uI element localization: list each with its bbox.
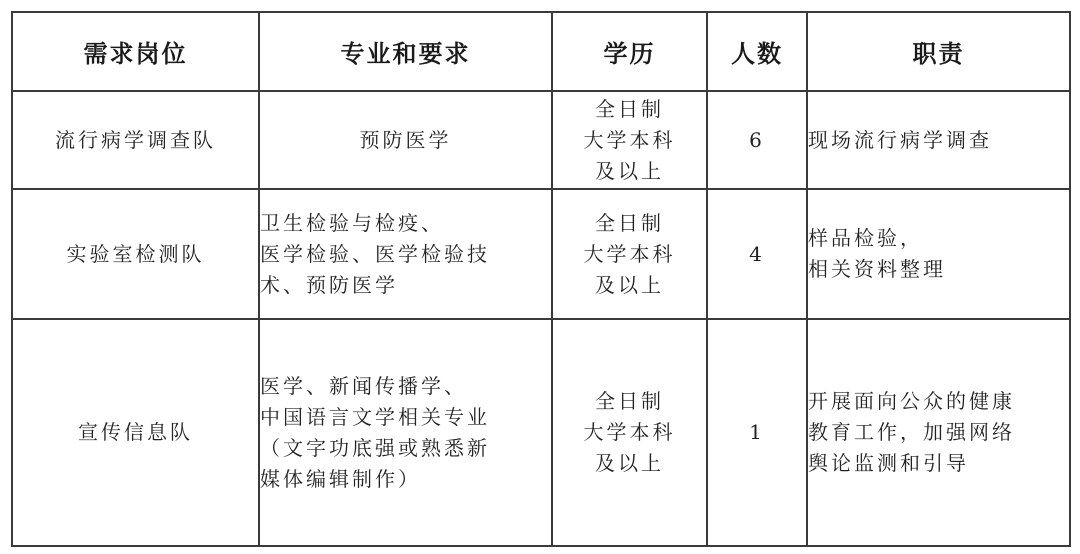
- major-line: 术、预防医学: [260, 272, 398, 297]
- position-cell: [12, 319, 259, 546]
- recruitment-table: [11, 11, 1071, 547]
- education-line: 大学本科: [583, 420, 676, 444]
- count-cell: [707, 319, 807, 546]
- education-cell: [552, 189, 707, 319]
- duty-cell: [807, 91, 1070, 189]
- header-count: 人数: [707, 12, 807, 91]
- education-line: 全日制: [595, 210, 664, 235]
- count-text: 4: [749, 241, 765, 266]
- duty-cell: [807, 319, 1070, 546]
- position-text: 流行病学调查队: [55, 127, 216, 152]
- major-line: 中国语言文学相关专业: [260, 404, 490, 429]
- education-cell: [552, 319, 707, 546]
- header-duty: 职责: [807, 12, 1070, 91]
- major-line: 预防医学: [359, 127, 452, 152]
- education-line: 大学本科: [583, 241, 676, 266]
- duty-line: 现场流行病学调查: [808, 127, 992, 152]
- table-row: [12, 319, 1070, 546]
- count-cell: [707, 91, 807, 189]
- position-text: 宣传信息队: [78, 420, 193, 444]
- table-row: [12, 91, 1070, 189]
- duty-line: 教育工作，加强网络: [808, 420, 1015, 444]
- education-line: 及以上: [595, 272, 664, 297]
- education-cell: [552, 91, 707, 189]
- major-line: 医学、新闻传播学、: [260, 373, 467, 398]
- major-line: 媒体编辑制作）: [260, 466, 421, 491]
- major-cell: [259, 189, 552, 319]
- count-text: 6: [749, 127, 765, 152]
- position-cell: [12, 91, 259, 189]
- education-line: 及以上: [595, 451, 664, 475]
- major-line: （文字功底强或熟悉新: [260, 435, 490, 460]
- header-education: 学历: [552, 12, 707, 91]
- table-header-row: [12, 12, 1070, 91]
- position-text: 实验室检测队: [66, 241, 205, 266]
- count-cell: [707, 189, 807, 319]
- education-line: 大学本科: [583, 127, 676, 152]
- table-row: [12, 189, 1070, 319]
- major-line: 卫生检验与检疫、: [260, 210, 444, 235]
- header-major: 专业和要求: [259, 12, 552, 91]
- duty-line: 相关资料整理: [808, 257, 946, 281]
- education-line: 全日制: [595, 96, 664, 121]
- major-cell: [259, 91, 552, 189]
- duty-cell: [807, 189, 1070, 319]
- major-line: 医学检验、医学检验技: [260, 241, 490, 266]
- position-cell: [12, 189, 259, 319]
- duty-line: 舆论监测和引导: [808, 451, 969, 475]
- duty-line: 开展面向公众的健康: [808, 389, 1015, 413]
- major-cell: [259, 319, 552, 546]
- education-line: 全日制: [595, 389, 664, 413]
- education-line: 及以上: [595, 158, 664, 183]
- count-text: 1: [749, 420, 765, 444]
- duty-line: 样品检验，: [808, 226, 923, 250]
- header-position: 需求岗位: [12, 12, 259, 91]
